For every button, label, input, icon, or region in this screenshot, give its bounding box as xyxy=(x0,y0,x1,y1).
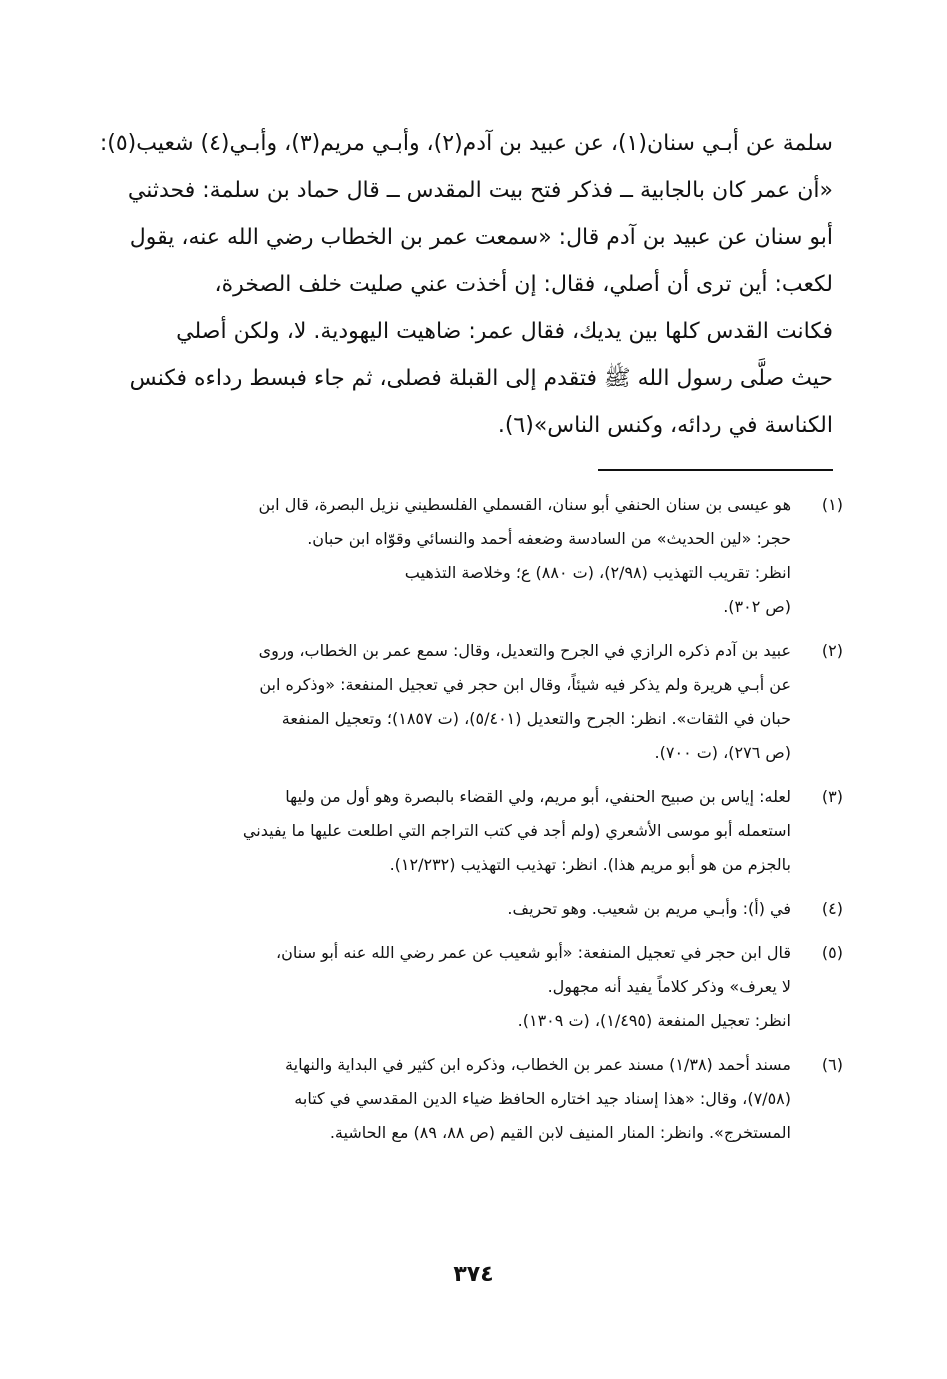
footnote-line: لعله: إياس بن صبيح الحنفي، أبو مريم، ولي القضاء بالبصرة وهو أول من وليها xyxy=(285,787,791,806)
main-text-line: أبو سنان عن عبيد بن آدم قال: «سمعت عمر بن الخطاب رضي الله عنه، يقول xyxy=(129,225,833,250)
footnote-line: المستخرج». وانظر: المنار المنيف لابن القيم (ص ٨٨، ٨٩) مع الحاشية. xyxy=(329,1123,791,1142)
footnote-6 xyxy=(108,1048,843,1150)
footnote-1 xyxy=(108,488,843,624)
footnote-line: قال ابن حجر في تعجيل المنفعة: «أبو شعيب عن عمر رضي الله عنه أبو سنان، xyxy=(275,943,791,962)
footnote-line: هو عيسى بن سنان الحنفي أبو سنان، القسملي الفلسطيني نزيل البصرة، قال ابن xyxy=(258,495,791,514)
main-text-line: الكناسة في ردائه، وكنس الناس»(٦). xyxy=(497,413,833,438)
footnote-number: (٦) xyxy=(821,1055,843,1074)
footnote-number: (٥) xyxy=(821,943,843,962)
footnote-line: لا يعرف» وذكر كلاماً يفيد أنه مجهول. xyxy=(547,977,791,996)
footnote-gap xyxy=(108,1038,843,1048)
footnote-gap xyxy=(108,926,843,936)
footnote-line: في (أ): وأبـي مريم بن شعيب. وهو تحريف. xyxy=(507,899,791,918)
footnotes-section xyxy=(108,488,843,1150)
footnote-2 xyxy=(108,634,843,770)
footnote-number: (١) xyxy=(821,495,843,514)
footnote-line: (٧/٥٨)، وقال: «هذا إسناد جيد اختاره الحافظ ضياء الدين المقدسي في كتابه xyxy=(294,1089,791,1108)
footnote-5 xyxy=(108,936,843,1038)
footnote-gap xyxy=(108,770,843,780)
footnote-line: (ص ٣٠٢). xyxy=(723,597,791,616)
main-text-line: حيث صلَّى رسول الله ﷺ فتقدم إلى القبلة فصلى، ثم جاء فبسط رداءه فكنس xyxy=(129,366,833,391)
footnote-line: انظر: تقريب التهذيب (٢/٩٨)، (ت ٨٨٠) ع؛ وخلاصة التذهيب xyxy=(404,563,791,582)
main-text-line: لكعب: أين ترى أن أصلي، فقال: إن أخذت عني صليت خلف الصخرة، xyxy=(214,272,833,297)
main-text-line: «أن عمر كان بالجابية ــ فذكر فتح بيت المقدس ــ قال حماد بن سلمة: فحدثني xyxy=(127,178,833,203)
footnote-number: (٤) xyxy=(821,899,843,918)
footnote-line: (ص ٢٧٦)، (ت ٧٠٠). xyxy=(654,743,791,762)
main-text-block xyxy=(99,120,833,449)
footnote-3 xyxy=(108,780,843,882)
main-text-line: سلمة عن أبـي سنان(١)، عن عبيد بن آدم(٢)، وأبـي مريم(٣)، وأبـي(٤) شعيب(٥): xyxy=(99,131,833,156)
footnote-line: حجر: «لين الحديث» من السادسة وضعفه أحمد والنسائي وقوّاه ابن حبان. xyxy=(307,529,791,548)
footnote-line: انظر: تعجيل المنفعة (١/٤٩٥)، (ت ١٣٠٩). xyxy=(517,1011,791,1030)
page-number: ٣٧٤ xyxy=(453,1262,494,1287)
footnote-number: (٢) xyxy=(821,641,843,660)
footnote-4 xyxy=(108,892,843,926)
footnote-divider xyxy=(598,469,833,471)
footnote-line: عبيد بن آدم ذكره الرازي في الجرح والتعديل، وقال: سمع عمر بن الخطاب، وروى xyxy=(258,641,791,660)
footnote-line: حبان في الثقات». انظر: الجرح والتعديل (٥/٤٠١)، (ت ١٨٥٧)؛ وتعجيل المنفعة xyxy=(281,709,791,728)
footnote-gap xyxy=(108,624,843,634)
footnote-number: (٣) xyxy=(821,787,843,806)
footnote-line: بالجزم من هو أبو مريم هذا). انظر: تهذيب التهذيب (١٢/٢٣٢). xyxy=(389,855,791,874)
main-text-line: فكانت القدس كلها بين يديك، فقال عمر: ضاهيت اليهودية. لا، ولكن أصلي xyxy=(176,319,833,344)
footnote-gap xyxy=(108,882,843,892)
footnote-line: مسند أحمد (١/٣٨) مسند عمر بن الخطاب، وذكره ابن كثير في البداية والنهاية xyxy=(285,1055,791,1074)
footnote-line: عن أبـي هريرة ولم يذكر فيه شيئاً، وقال ابن حجر في تعجيل المنفعة: «وذكره ابن xyxy=(259,675,791,694)
footnote-line: استعمله أبو موسى الأشعري (ولم أجد في كتب التراجم التي اطلعت عليها ما يفيدني xyxy=(242,821,791,840)
